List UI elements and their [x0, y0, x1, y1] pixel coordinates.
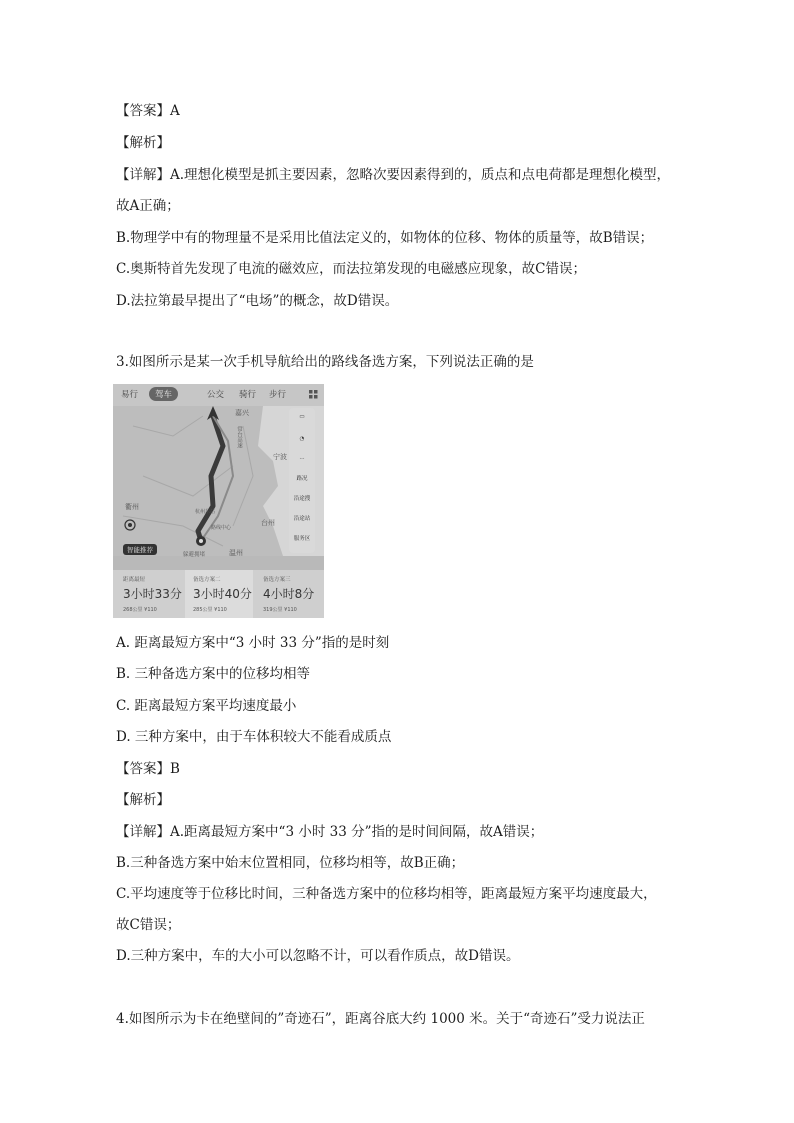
map-label-quzhou: 衢州	[125, 503, 139, 511]
route-options	[113, 570, 324, 618]
answer-label: 【答案】B	[116, 761, 180, 777]
option-a: A. 距离最短方案中“3 小时 33 分”指的是时刻	[116, 635, 390, 651]
detail-line: 故A正确；	[116, 198, 180, 214]
route-option-1	[115, 570, 183, 618]
navigation-map-figure	[113, 384, 324, 618]
route-time: 3小时40分	[193, 587, 252, 601]
route-info: 285公里 ¥110	[193, 607, 227, 613]
detail-line: C.奥斯特首先发现了电流的磁效应，而法拉第发现的电磁感应现象，故C错误；	[116, 261, 586, 277]
map-label-highway: 常台高速	[236, 426, 242, 448]
smart-recommend-button: 智能推荐	[123, 544, 157, 555]
detail-line: C.平均速度等于位移比时间，三种备选方案中的位移均相等，距离最短方案平均速度最大，	[116, 886, 657, 902]
locate-icon	[123, 518, 137, 532]
analysis-label: 【解析】	[116, 135, 170, 151]
more-icon: ···	[299, 456, 305, 462]
route-label: 距离最短	[123, 577, 146, 583]
route-time: 4小时8分	[263, 587, 315, 601]
map-label-wenzhou: 温州	[229, 549, 243, 557]
map-label-taizhou: 台州	[261, 519, 275, 527]
route-label: 备选方案三	[263, 577, 291, 583]
transport-tabs	[113, 384, 324, 406]
route-option-3	[255, 570, 323, 618]
option-c: C. 距离最短方案平均速度最小	[116, 698, 297, 714]
detail-line: D.三种方案中，车的大小可以忽略不计，可以看作质点，故D错误。	[116, 948, 520, 964]
route-option-2	[185, 570, 253, 618]
tool-search-along: 沿途搜	[293, 496, 311, 502]
tool-service-area: 服务区	[293, 536, 311, 542]
question-3-stem: 3.如图所示是某一次手机导航给出的路线备选方案，下列说法正确的是	[116, 354, 534, 370]
question-4-stem: 4.如图所示为卡在绝壁间的”奇迹石”，距离谷底大约 1000 米。关于“奇迹石”受力说法正	[116, 1011, 645, 1027]
tab-walk: 步行	[269, 390, 287, 400]
grid-icon	[309, 390, 318, 399]
tab-easy: 易行	[121, 390, 139, 400]
tab-bike: 骑行	[239, 390, 257, 400]
map-label-jiaxing: 嘉兴	[235, 409, 249, 417]
detail-line: D.法拉第最早提出了“电场”的概念，故D错误。	[116, 293, 399, 309]
map-tools-panel	[289, 408, 315, 553]
map-label-center: 路线中心	[211, 525, 232, 531]
map-label-ningbo: 宁波	[273, 453, 287, 461]
detail-line: B.三种备选方案中始末位置相同，位移均相等，故B正确；	[116, 855, 465, 871]
compass-icon: ◔	[299, 436, 305, 442]
route-info: 319公里 ¥110	[263, 607, 297, 613]
tab-drive: 驾车	[149, 387, 178, 401]
detail-line: 故C错误；	[116, 917, 181, 933]
tab-bus: 公交	[207, 390, 225, 400]
detail-line: 【详解】A.理想化模型是抓主要因素，忽略次要因素得到的，质点和点电荷都是理想化模型，	[116, 167, 671, 183]
tool-stations: 沿途站	[293, 516, 311, 522]
answer-label: 【答案】A	[116, 103, 180, 119]
route-time: 3小时33分	[123, 587, 182, 601]
tool-traffic: 路况	[296, 476, 308, 482]
analysis-label: 【解析】	[116, 792, 170, 808]
option-d: D. 三种方案中，由于车体积较大不能看成质点	[116, 729, 392, 745]
detail-line: 【详解】A.距离最短方案中“3 小时 33 分”指的是时间间隔，故A错误；	[116, 824, 544, 840]
route-info: 268公里 ¥110	[123, 607, 157, 613]
detail-line: B.物理学中有的物理量不是采用比值法定义的，如物体的位移、物体的质量等，故B错误；	[116, 230, 654, 246]
map-label-station: 杭州东站	[195, 509, 216, 515]
option-b: B. 三种备选方案中的位移均相等	[116, 666, 311, 682]
avoid-congestion-hint: 躲避拥堵	[183, 552, 206, 558]
layers-icon: ▭	[299, 414, 305, 420]
route-label: 备选方案二	[193, 577, 221, 583]
